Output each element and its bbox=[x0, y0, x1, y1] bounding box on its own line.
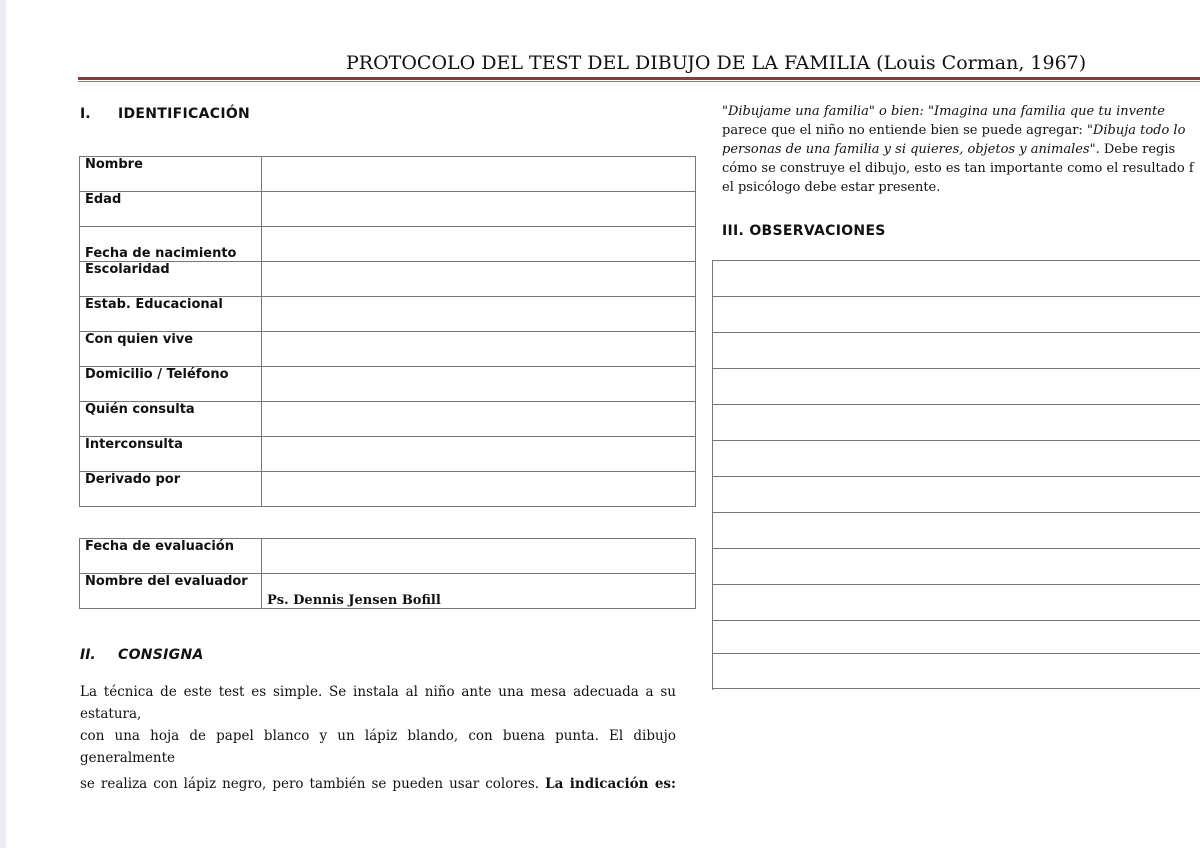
table-row bbox=[80, 157, 696, 192]
instruction-line bbox=[722, 121, 1200, 140]
field-label-fecha-evaluacion: Fecha de evaluación bbox=[80, 539, 262, 574]
table-row bbox=[80, 539, 696, 574]
instruction-text bbox=[722, 102, 1200, 197]
title-rule bbox=[78, 77, 1200, 80]
identification-table bbox=[79, 156, 696, 507]
consigna-line bbox=[80, 773, 676, 795]
table-row bbox=[80, 192, 696, 227]
section-observaciones-heading bbox=[722, 223, 886, 239]
field-value-edad[interactable] bbox=[262, 192, 696, 227]
field-value-interconsulta[interactable] bbox=[262, 437, 696, 472]
table-row bbox=[80, 332, 696, 367]
observation-line[interactable] bbox=[713, 548, 1200, 549]
table-row bbox=[80, 262, 696, 297]
instruction-italic: "Dibuja todo lo bbox=[1086, 123, 1186, 138]
table-row bbox=[80, 297, 696, 332]
observation-line[interactable] bbox=[713, 440, 1200, 441]
field-value-estab-educacional[interactable] bbox=[262, 297, 696, 332]
consigna-line: La técnica de este test es simple. Se instala al niño ante una mesa adecuada a su estatura, bbox=[80, 684, 676, 722]
field-label-nombre-evaluador: Nombre del evaluador bbox=[80, 574, 262, 609]
consigna-bold-text: La indicación es: bbox=[545, 776, 676, 792]
instruction-italic: personas de una familia y si quieres, objetos y animales". bbox=[722, 142, 1100, 157]
field-value-quien-consulta[interactable] bbox=[262, 402, 696, 437]
table-row bbox=[80, 367, 696, 402]
field-value-derivado-por[interactable] bbox=[262, 472, 696, 507]
field-label-con-quien-vive: Con quien vive bbox=[80, 332, 262, 367]
instruction-normal: parece que el niño no entiende bien se puede agregar: bbox=[722, 123, 1087, 138]
field-label-quien-consulta: Quién consulta bbox=[80, 402, 262, 437]
instruction-line bbox=[722, 140, 1200, 159]
field-label-edad: Edad bbox=[80, 192, 262, 227]
section-number: II. bbox=[80, 647, 96, 663]
evaluation-table bbox=[79, 538, 696, 609]
observation-line[interactable] bbox=[713, 620, 1200, 621]
table-row bbox=[80, 437, 696, 472]
field-value-con-quien-vive[interactable] bbox=[262, 332, 696, 367]
field-value-fecha-evaluacion[interactable] bbox=[262, 539, 696, 574]
field-value-escolaridad[interactable] bbox=[262, 262, 696, 297]
field-label-domicilio-telefono: Domicilio / Teléfono bbox=[80, 367, 262, 402]
observation-line[interactable] bbox=[713, 688, 1200, 689]
document-title: PROTOCOLO DEL TEST DEL DIBUJO DE LA FAMILIA (Louis Corman, 1967) bbox=[346, 52, 1087, 74]
field-value-nombre-evaluador[interactable]: Ps. Dennis Jensen Bofill bbox=[262, 574, 696, 609]
instruction-italic: "Dibujame una familia" o bien: "Imagina una familia que tu invente bbox=[722, 104, 1165, 119]
consigna-text: se realiza con lápiz negro, pero también se pueden usar colores. bbox=[80, 776, 540, 792]
section-label: III. OBSERVACIONES bbox=[722, 223, 886, 239]
instruction-line bbox=[722, 102, 1200, 121]
instruction-line: cómo se construye el dibujo, esto es tan importante como el resultado f bbox=[722, 161, 1194, 176]
section-label: IDENTIFICACIÓN bbox=[118, 106, 251, 122]
section-number: I. bbox=[80, 106, 91, 122]
table-row bbox=[80, 574, 696, 609]
field-label-interconsulta: Interconsulta bbox=[80, 437, 262, 472]
field-label-derivado-por: Derivado por bbox=[80, 472, 262, 507]
field-value-fecha-nacimiento[interactable] bbox=[262, 227, 696, 262]
field-label-estab-educacional: Estab. Educacional bbox=[80, 297, 262, 332]
observaciones-lines[interactable] bbox=[712, 260, 1200, 690]
document-page bbox=[6, 0, 1200, 848]
observation-line[interactable] bbox=[713, 404, 1200, 405]
field-label-fecha-nacimiento: Fecha de nacimiento bbox=[80, 227, 262, 262]
table-row bbox=[80, 402, 696, 437]
table-row bbox=[80, 472, 696, 507]
title-rule-thin bbox=[78, 81, 1200, 82]
section-label: CONSIGNA bbox=[118, 647, 204, 663]
instruction-normal: Debe regis bbox=[1099, 142, 1176, 157]
field-value-nombre[interactable] bbox=[262, 157, 696, 192]
observation-line[interactable] bbox=[713, 653, 1200, 654]
observation-line[interactable] bbox=[713, 584, 1200, 585]
observation-line[interactable] bbox=[713, 512, 1200, 513]
observation-line[interactable] bbox=[713, 296, 1200, 297]
consigna-line: con una hoja de papel blanco y un lápiz blando, con buena punta. El dibujo generalmente bbox=[80, 728, 676, 766]
field-value-domicilio-telefono[interactable] bbox=[262, 367, 696, 402]
observation-line[interactable] bbox=[713, 260, 1200, 261]
consigna-paragraph bbox=[80, 681, 676, 795]
table-row bbox=[80, 227, 696, 262]
observation-line[interactable] bbox=[713, 368, 1200, 369]
instruction-line: el psicólogo debe estar presente. bbox=[722, 180, 941, 195]
section-consigna-heading bbox=[80, 647, 204, 663]
field-label-nombre: Nombre bbox=[80, 157, 262, 192]
observation-line[interactable] bbox=[713, 332, 1200, 333]
section-identificacion-heading bbox=[80, 106, 250, 122]
field-label-escolaridad: Escolaridad bbox=[80, 262, 262, 297]
observation-line[interactable] bbox=[713, 476, 1200, 477]
